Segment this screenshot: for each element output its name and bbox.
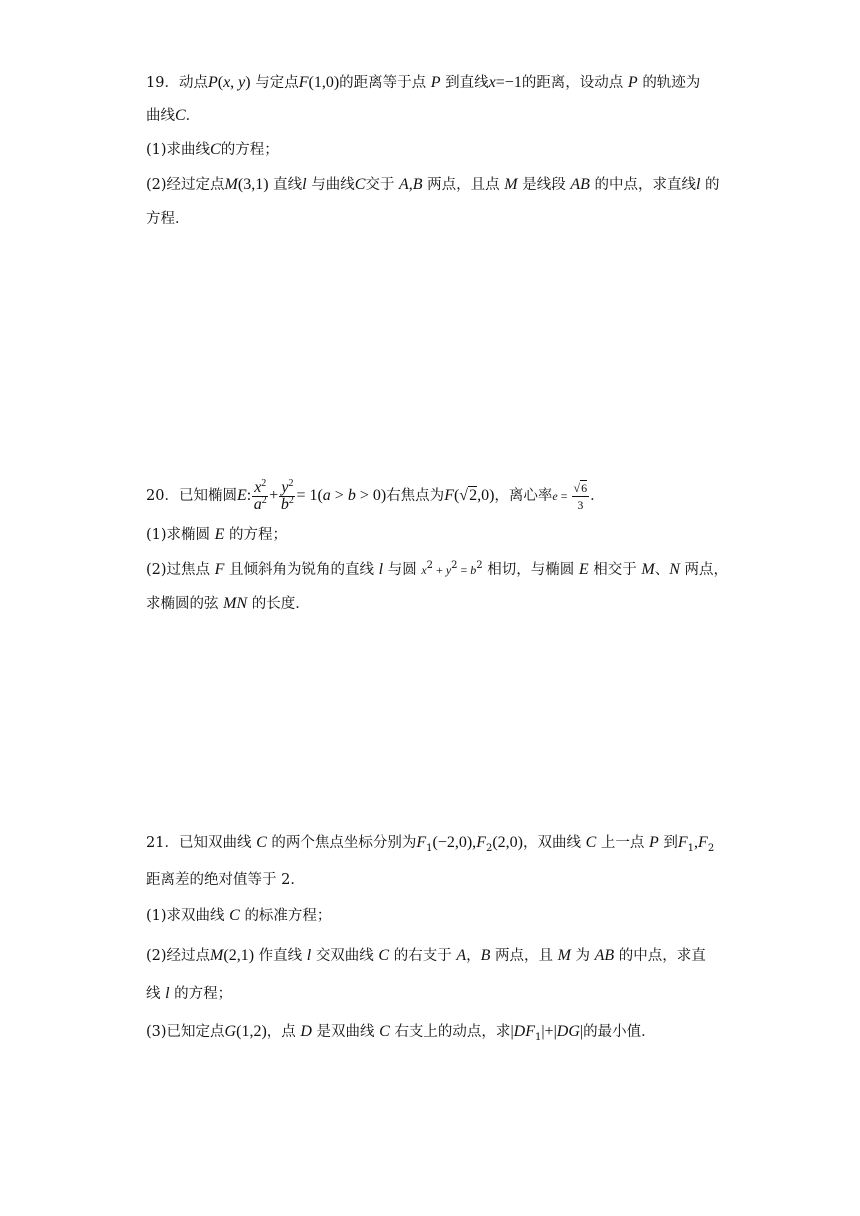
q19-part2: (2)经过定点M(3,1) 直线l 与曲线C交于 A,B 两点，且点 M 是线段 AB 的中点，求直线l 的 [146,176,720,193]
q20-number: 20． [146,488,179,504]
q21-line1: 21．已知双曲线 C 的两个焦点坐标分别为$F_1(-2,0),F_2(2,0)$，双曲线 C 上一点 P 到$F_1,F_2$ [146,834,715,854]
q20-part2-cont: 求椭圆的弦 MN 的长度． [146,595,310,612]
q21-part3: (3)已知定点G(1,2)，点 D 是双曲线 C 右支上的动点，求$|DF_1|+|DG|$的最小值． [146,1023,656,1043]
q19-part1: (1)求曲线C的方程； [146,141,279,158]
q21-number: 21． [146,835,179,851]
q19-number: 19． [146,75,179,91]
q19-line1: 19．动点P(x, y) 与定点F(1,0)的距离等于点 P 到直线x=−1的距离，设动点 P 的轨迹为 [146,74,701,91]
q20-part2: (2)过焦点 F 且倾斜角为锐角的直线 l 与圆 $x^2 + y^2 = b^2$ 相切，与椭圆 E 相交于 M、N 两点， [146,560,728,578]
q21-part2: (2)经过点M(2,1) 作直线 l 交双曲线 C 的右支于 A，B 两点，且 M 为 AB 的中点，求直 [146,947,706,964]
q20-part1: (1)求椭圆 E 的方程； [146,526,288,543]
q21-part1: (1)求双曲线 C 的标准方程； [146,907,332,924]
q19-part2-cont: 方程． [146,211,190,227]
q20-line1: 20．已知椭圆E: $\frac{x^2}{a^2}$ + $\frac{y^2}{b^2}$ = 1(a > b > 0)右焦点为F(√2,0)，离心率e = $\frac{√6}{3}$ ． [146,477,605,513]
q21-part2-cont: 线 l 的方程； [146,985,233,1002]
q19-line2: 曲线C． [146,107,201,124]
q21-line2: 距离差的绝对值等于 2． [146,872,305,888]
